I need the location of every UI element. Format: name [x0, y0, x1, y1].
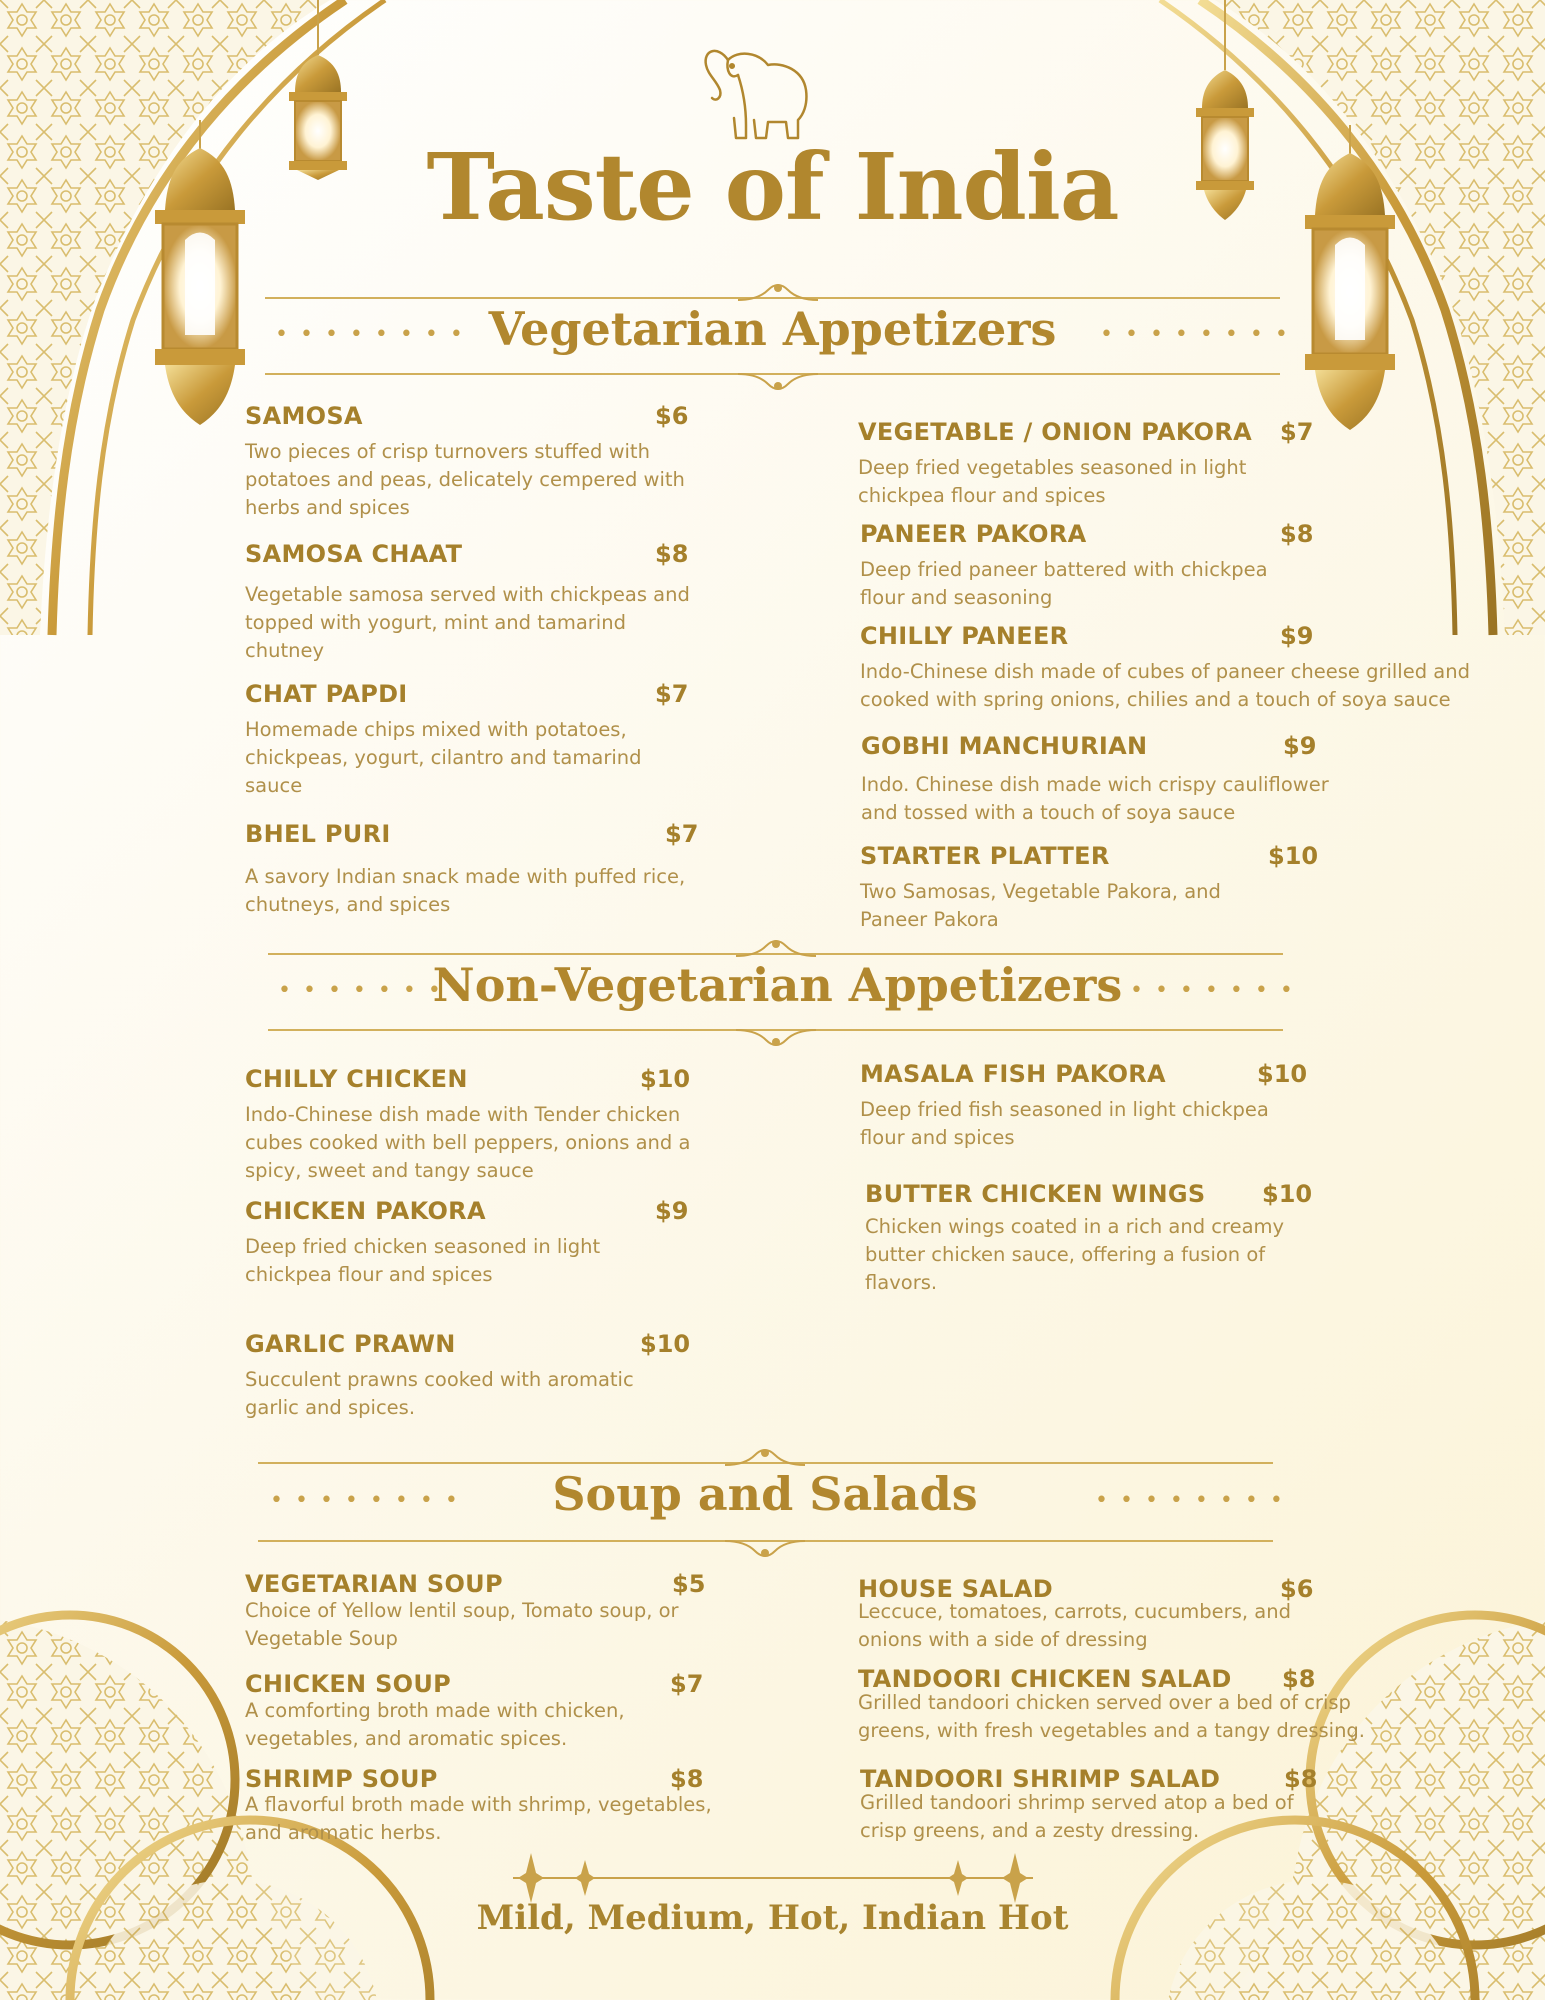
menu-item-description: Indo-Chinese dish made with Tender chicken cubes cooked with bell peppers, onions and a spicy, sweet and tangy sauce	[245, 1103, 691, 1182]
menu-item-price: $7	[1280, 418, 1314, 446]
menu-item-price: $9	[655, 1197, 689, 1225]
menu-item-description: Grilled tandoori chicken served over a bed of crisp greens, with fresh vegetables and a tangy dressing.	[858, 1691, 1366, 1742]
menu-item-price: $7	[655, 680, 689, 708]
menu-item-name: CHILLY CHICKEN	[245, 1065, 468, 1093]
menu-item-name: CHICKEN PAKORA	[245, 1197, 486, 1225]
menu-item-name: BHEL PURI	[245, 820, 391, 848]
menu-item-price: $8	[1284, 1765, 1318, 1793]
menu-item-price: $5	[672, 1570, 706, 1598]
menu-item-price: $9	[1283, 732, 1317, 760]
menu-item-name: VEGETABLE / ONION PAKORA	[858, 418, 1253, 446]
menu-item-description: A comforting broth made with chicken, vegetables, and aromatic spices.	[245, 1699, 625, 1750]
elephant-icon	[698, 30, 818, 145]
menu-item-description: Leccuce, tomatoes, carrots, cucumbers, and onions with a side of dressing	[858, 1600, 1291, 1651]
menu-item-price: $8	[1280, 520, 1314, 548]
menu-item-name: SHRIMP SOUP	[245, 1765, 438, 1793]
section-heading-soup: Soup and Salads	[552, 1467, 978, 1521]
dot-row: ••••••••	[270, 1488, 470, 1513]
menu-item-price: $6	[1280, 1575, 1314, 1603]
menu-item-price: $8	[1282, 1665, 1316, 1693]
spice-levels: Mild, Medium, Hot, Indian Hot	[476, 1898, 1069, 1938]
menu-item-price: $10	[1268, 842, 1319, 870]
menu-item-price: $7	[670, 1670, 704, 1698]
ornament-icon	[720, 1539, 810, 1561]
menu-item-price: $10	[640, 1065, 691, 1093]
section-heading-veg: Vegetarian Appetizers	[488, 302, 1057, 356]
menu-item-description: Grilled tandoori shrimp served atop a bed of crisp greens, and a zesty dressing.	[860, 1791, 1294, 1842]
menu-item-price: $7	[665, 820, 699, 848]
page-title: Taste of India	[426, 133, 1119, 241]
menu-item-name: GOBHI MANCHURIAN	[861, 732, 1148, 760]
menu-item-description: Chicken wings coated in a rich and creamy butter chicken sauce, offering a fusion of flavors.	[865, 1215, 1285, 1294]
menu-item-name: PANEER PAKORA	[860, 520, 1087, 548]
menu-item-description: A savory Indian snack made with puffed rice, chutneys, and spices	[245, 865, 686, 916]
ornament-icon	[733, 280, 823, 302]
menu-item-description: Deep fried paneer battered with chickpea flour and seasoning	[860, 558, 1268, 609]
menu-item-name: GARLIC PRAWN	[245, 1330, 456, 1358]
menu-item-description: Deep fried fish seasoned in light chickpea flour and spices	[860, 1098, 1269, 1149]
menu-item-price: $9	[1280, 622, 1314, 650]
ornament-icon	[733, 372, 823, 394]
menu-item-description: A flavorful broth made with shrimp, vegetables, and aromatic herbs.	[245, 1793, 712, 1844]
menu-item-name: CHILLY PANEER	[860, 622, 1069, 650]
menu-item-price: $8	[655, 540, 689, 568]
section-heading-nonveg: Non-Vegetarian Appetizers	[432, 958, 1123, 1012]
menu-item-description: Vegetable samosa served with chickpeas and topped with yogurt, mint and tamarind chutney	[245, 583, 690, 662]
ornament-icon	[731, 936, 821, 958]
menu-item-name: SAMOSA CHAAT	[245, 540, 463, 568]
menu-item-description: Two pieces of crisp turnovers stuffed with potatoes and peas, delicately cempered with herbs and spices	[245, 440, 685, 519]
dot-row: ••••••••	[1100, 322, 1300, 347]
ornament-icon	[720, 1445, 810, 1467]
menu-item-name: CHAT PAPDI	[245, 680, 408, 708]
menu-item-price: $10	[1257, 1060, 1308, 1088]
menu-item-price: $8	[670, 1765, 704, 1793]
menu-item-name: BUTTER CHICKEN WINGS	[865, 1180, 1206, 1208]
menu-item-name: MASALA FISH PAKORA	[860, 1060, 1166, 1088]
ornament-icon	[731, 1028, 821, 1050]
menu-item-name: TANDOORI SHRIMP SALAD	[860, 1765, 1221, 1793]
dot-row: ••••••••	[1105, 978, 1305, 1003]
dot-row: ••••••••	[278, 978, 478, 1003]
menu-item-name: VEGETARIAN SOUP	[245, 1570, 503, 1598]
menu-item-description: Two Samosas, Vegetable Pakora, and Paneer Pakora	[860, 880, 1221, 931]
menu-item-description: Succulent prawns cooked with aromatic garlic and spices.	[245, 1368, 634, 1419]
menu-item-description: Indo-Chinese dish made of cubes of paneer cheese grilled and cooked with spring onions, chilies and a touch of soya sauce	[860, 660, 1470, 711]
dot-row: ••••••••	[1095, 1488, 1295, 1513]
menu-item-price: $6	[655, 402, 689, 430]
menu-item-description: Indo. Chinese dish made wich crispy cauliflower and tossed with a touch of soya sauce	[861, 773, 1329, 824]
menu-item-price: $10	[1262, 1180, 1313, 1208]
menu-item-name: STARTER PLATTER	[860, 842, 1110, 870]
menu-item-name: HOUSE SALAD	[858, 1575, 1053, 1603]
menu-item-price: $10	[640, 1330, 691, 1358]
menu-item-description: Deep fried vegetables seasoned in light chickpea flour and spices	[858, 456, 1247, 507]
menu-item-description: Choice of Yellow lentil soup, Tomato soup, or Vegetable Soup	[245, 1599, 679, 1650]
menu-item-name: TANDOORI CHICKEN SALAD	[858, 1665, 1232, 1693]
dot-row: ••••••••	[275, 322, 475, 347]
menu-item-description: Deep fried chicken seasoned in light chickpea flour and spices	[245, 1235, 601, 1286]
menu-item-description: Homemade chips mixed with potatoes, chickpeas, yogurt, cilantro and tamarind sauce	[245, 718, 642, 797]
menu-item-name: CHICKEN SOUP	[245, 1670, 452, 1698]
menu-item-name: SAMOSA	[245, 402, 363, 430]
